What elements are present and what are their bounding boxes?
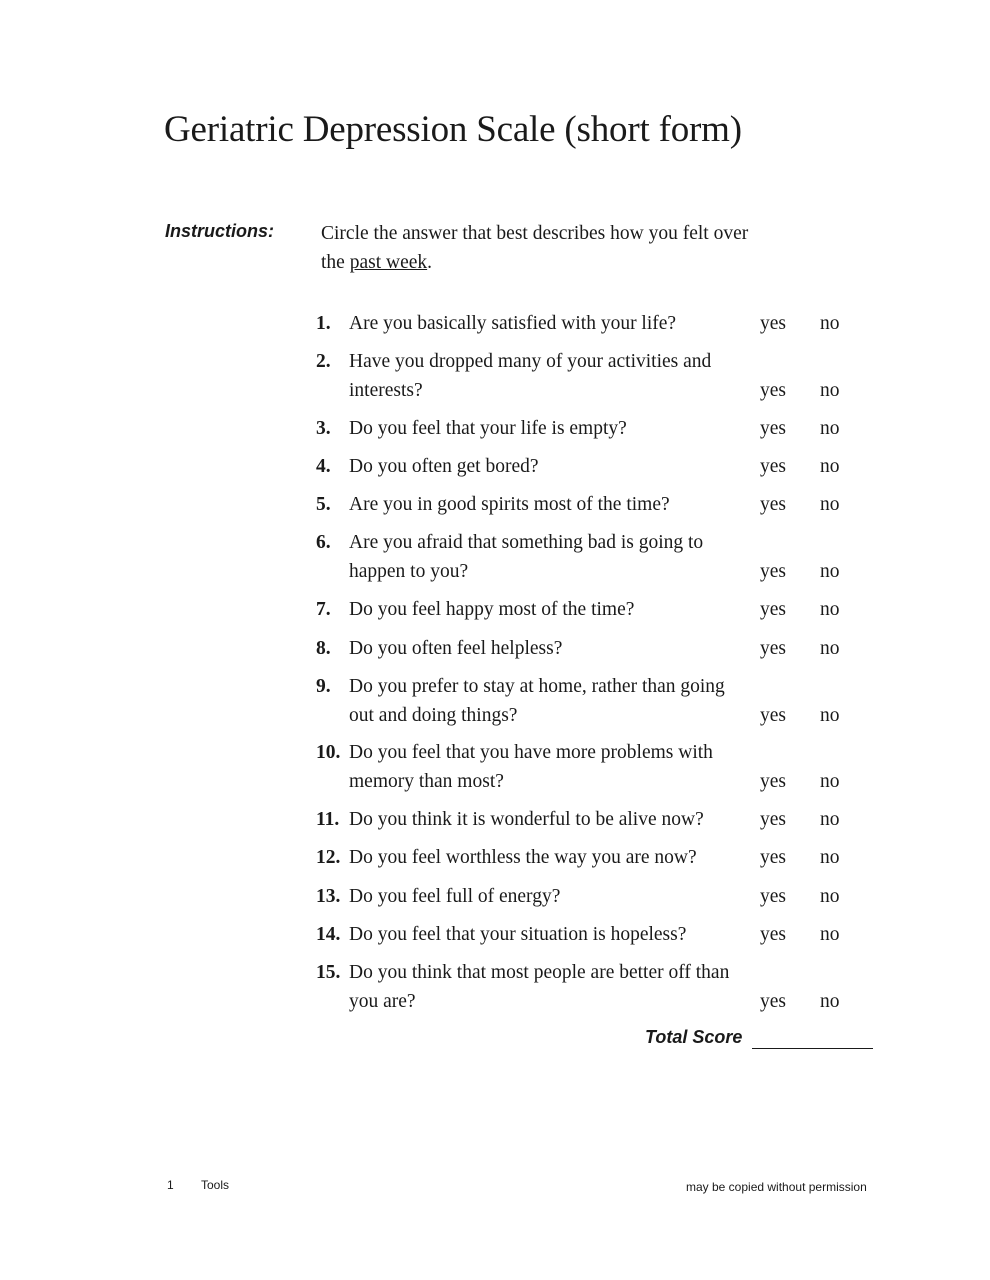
question-number: 7. [316,599,331,620]
answer-no[interactable]: no [820,847,840,868]
answer-yes[interactable]: yes [760,418,786,439]
instructions-emphasis: past week [349,252,428,273]
answer-yes[interactable]: yes [760,313,786,334]
question-number: 9. [316,676,331,697]
answer-no[interactable]: no [820,924,840,945]
answer-yes[interactable]: yes [760,771,786,792]
question-text: Are you basically satisfied with your life? [349,313,677,334]
instructions-label: Instructions: [165,221,275,241]
question-text: Do you feel worthless the way you are now? [349,847,697,868]
question-number: 15. [316,962,341,983]
footer-note: may be copied without permission [686,1180,867,1194]
question-text: Do you feel that your life is empty? [349,418,627,439]
question-text: Do you feel happy most of the time? [349,599,635,620]
question-text: Do you often get bored? [349,456,539,477]
question-number: 10. [316,742,341,763]
total-score-blank[interactable] [752,1048,873,1049]
question-number: 6. [316,532,331,553]
footer-page-number: 1 [167,1178,174,1192]
answer-yes[interactable]: yes [760,809,786,830]
answer-yes[interactable]: yes [760,847,786,868]
answer-yes[interactable]: yes [760,886,786,907]
question-number: 11. [316,809,340,830]
question-number: 14. [316,924,341,945]
question-text: Do you prefer to stay at home, rather than going out and doing things? [349,676,725,726]
question-row [316,672,876,732]
question-number: 13. [316,886,341,907]
question-number: 3. [316,418,331,439]
answer-yes[interactable]: yes [760,561,786,582]
total-score [600,1024,876,1054]
footer-section: Tools [201,1178,230,1192]
question-text: Do you feel full of energy? [349,886,561,907]
question-number: 2. [316,351,331,372]
question-row [316,528,876,588]
answer-yes[interactable]: yes [760,380,786,401]
question-number: 5. [316,494,331,515]
question-text: Do you think it is wonderful to be alive now? [349,809,704,830]
answer-no[interactable]: no [820,494,840,515]
question-text: Are you afraid that something bad is going to happen to you? [349,532,704,582]
instructions-text [321,219,761,277]
answer-yes[interactable]: yes [760,991,786,1012]
question-text: Do you feel that your situation is hopeless? [349,924,687,945]
answer-no[interactable]: no [820,705,840,726]
question-number: 12. [316,847,341,868]
question-text: Do you feel that you have more problems with memory than most? [349,742,713,792]
answer-no[interactable]: no [820,313,840,334]
total-score-label: Total Score [645,1027,743,1047]
answer-no[interactable]: no [820,599,840,620]
question-row [316,958,876,1018]
answer-yes[interactable]: yes [760,924,786,945]
page-title: Geriatric Depression Scale (short form) [164,109,742,150]
answer-no[interactable]: no [820,418,840,439]
question-number: 8. [316,638,331,659]
answer-yes[interactable]: yes [760,638,786,659]
answer-yes[interactable]: yes [760,705,786,726]
question-row [316,347,876,407]
question-text: Do you often feel helpless? [349,638,563,659]
instructions-text-end: . [427,252,433,273]
answer-yes[interactable]: yes [760,599,786,620]
answer-no[interactable]: no [820,638,840,659]
answer-yes[interactable]: yes [760,456,786,477]
question-number: 1. [316,313,331,334]
answer-no[interactable]: no [820,991,840,1012]
answer-yes[interactable]: yes [760,494,786,515]
question-text: Have you dropped many of your activities and interests? [349,351,712,401]
answer-no[interactable]: no [820,809,840,830]
question-text: Are you in good spirits most of the time? [349,494,670,515]
instructions-text-start: Circle the answer that best describes how you felt over the [321,223,749,273]
answer-no[interactable]: no [820,886,840,907]
answer-no[interactable]: no [820,456,840,477]
question-number: 4. [316,456,331,477]
answer-no[interactable]: no [820,561,840,582]
question-row [316,738,876,798]
question-text: Do you think that most people are better off than you are? [349,962,730,1012]
answer-no[interactable]: no [820,380,840,401]
answer-no[interactable]: no [820,771,840,792]
